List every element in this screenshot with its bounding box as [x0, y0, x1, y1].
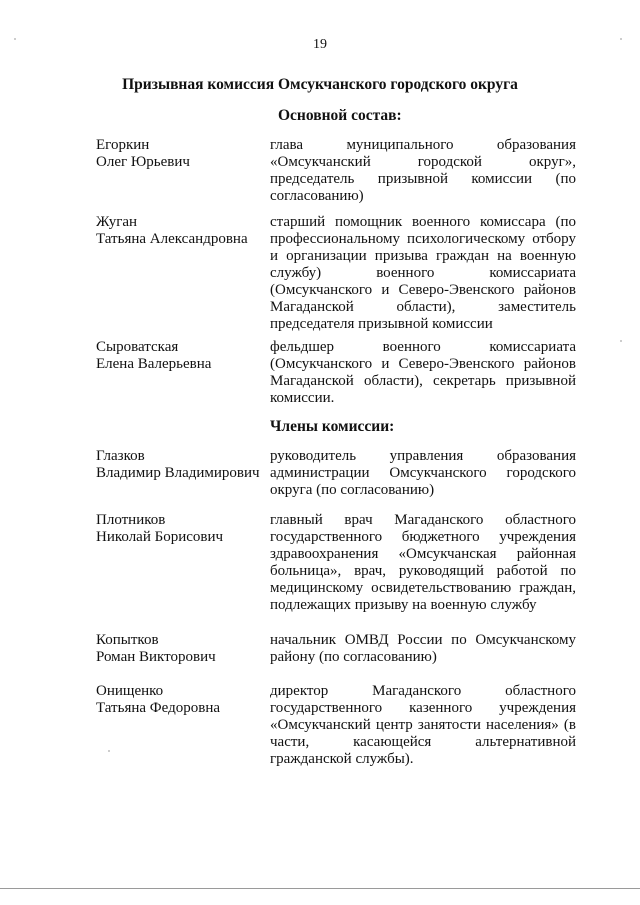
member-role: руководитель управления образования администрации Омсукчанского городского округа (по согласованию): [270, 448, 576, 498]
member-role: старший помощник военного комиссара (по профессиональному психологическому отбору и организации призыва граждан на военную службу) военного комиссариата (Омсукчанского и Северо-Эвенского районов Магаданской области), заместитель председателя призывной комиссии: [270, 214, 576, 332]
member-role: директор Магаданского областного государственного казенного учреждения «Омсукчанский центр занятости населения» (в части, касающейся альтернативной гражданской службы).: [270, 683, 576, 767]
member-name: [96, 339, 266, 373]
scan-speck: [108, 750, 110, 752]
scan-speck: [620, 38, 622, 40]
member-given-name: Николай Борисович: [96, 529, 224, 545]
member-given-name: Татьяна Александровна: [96, 231, 248, 247]
members-heading: Члены комиссии:: [270, 418, 395, 435]
member-given-name: Роман Викторович: [96, 649, 216, 665]
member-given-name: Елена Валерьевна: [96, 356, 212, 372]
scan-speck: [620, 340, 622, 342]
page-number: 19: [313, 37, 327, 52]
member-name: [96, 512, 266, 546]
member-surname: Глазков: [96, 448, 145, 464]
member-name: [96, 137, 266, 171]
member-name: [96, 632, 266, 666]
main-composition-heading: Основной состав:: [278, 107, 402, 124]
member-name: [96, 683, 266, 717]
member-role: начальник ОМВД России по Омсукчанскому району (по согласованию): [270, 632, 576, 665]
member-surname: Копытков: [96, 632, 159, 648]
member-given-name: Владимир Владимирович: [96, 465, 260, 481]
member-surname: Егоркин: [96, 137, 150, 153]
member-given-name: Татьяна Федоровна: [96, 700, 220, 716]
page-bottom-edge: [0, 888, 640, 889]
member-given-name: Олег Юрьевич: [96, 154, 190, 170]
member-surname: Онищенко: [96, 683, 164, 699]
member-role: фельдшер военного комиссариата (Омсукчанского и Северо-Эвенского районов Магаданской области), секретарь призывной комиссии.: [270, 339, 576, 406]
member-surname: Жуган: [96, 214, 138, 230]
member-surname: Сыроватская: [96, 339, 179, 355]
member-role: глава муниципального образования «Омсукчанский городской округ», председатель призывной комиссии (по согласованию): [270, 137, 576, 204]
member-name: [96, 448, 266, 482]
member-role: главный врач Магаданского областного государственного бюджетного учреждения здравоохранения «Омсукчанская районная больница», врач, руководящий работой по медицинскому освидетельствованию граждан, подлежащих призыву на военную службу: [270, 512, 576, 613]
document-title: Призывная комиссия Омсукчанского городского округа: [122, 76, 518, 93]
member-surname: Плотников: [96, 512, 166, 528]
scan-speck: [14, 38, 16, 40]
member-name: [96, 214, 266, 248]
